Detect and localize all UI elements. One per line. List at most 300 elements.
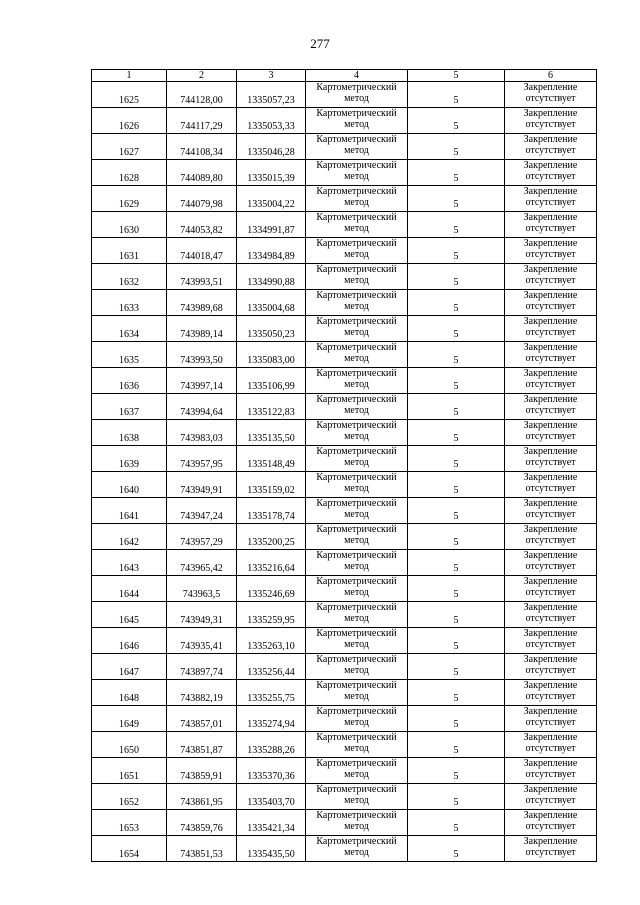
point-number-cell: 1627 <box>92 134 167 160</box>
fixing-cell <box>505 186 597 212</box>
point-number-cell: 1637 <box>92 394 167 420</box>
table-row <box>92 368 597 394</box>
method-cell <box>306 784 408 810</box>
accuracy-cell: 5 <box>408 238 505 264</box>
method-cell-line: метод <box>344 482 369 494</box>
table-row <box>92 394 597 420</box>
table-row <box>92 82 597 108</box>
y-coordinate-cell: 1335263,10 <box>237 628 306 654</box>
fixing-cell <box>505 680 597 706</box>
column-header: 6 <box>505 70 597 82</box>
table-row <box>92 758 597 784</box>
y-coordinate-cell: 1335421,34 <box>237 810 306 836</box>
table-row <box>92 212 597 238</box>
point-number-cell: 1644 <box>92 576 167 602</box>
fixing-cell <box>505 550 597 576</box>
method-cell-line: Картометрический <box>316 498 397 509</box>
fixing-cell <box>505 342 597 368</box>
method-cell <box>306 108 408 134</box>
method-cell-line: метод <box>344 404 369 416</box>
table-row <box>92 264 597 290</box>
method-cell <box>306 134 408 160</box>
y-coordinate-cell: 1335004,68 <box>237 290 306 316</box>
method-cell-line: Картометрический <box>316 602 397 613</box>
page-number: 277 <box>310 36 330 51</box>
method-cell-line: Картометрический <box>316 524 397 535</box>
point-number-cell: 1653 <box>92 810 167 836</box>
method-cell-line: метод <box>344 352 369 364</box>
table-row <box>92 576 597 602</box>
fixing-cell <box>505 238 597 264</box>
accuracy-cell: 5 <box>408 108 505 134</box>
x-coordinate-cell: 743949,31 <box>167 602 237 628</box>
fixing-cell-line: отсутствует <box>525 638 576 650</box>
accuracy-cell: 5 <box>408 446 505 472</box>
fixing-cell <box>505 108 597 134</box>
accuracy-cell: 5 <box>408 368 505 394</box>
method-cell <box>306 82 408 108</box>
fixing-cell-line: Закрепление <box>523 238 578 249</box>
point-number-cell: 1639 <box>92 446 167 472</box>
method-cell-line: Картометрический <box>316 316 397 327</box>
column-header: 1 <box>92 70 167 82</box>
table-row <box>92 472 597 498</box>
method-cell <box>306 576 408 602</box>
fixing-cell-line: Закрепление <box>523 732 578 743</box>
method-cell <box>306 290 408 316</box>
method-cell-line: Картометрический <box>316 420 397 431</box>
fixing-cell-line: отсутствует <box>525 690 576 702</box>
y-coordinate-cell: 1335216,64 <box>237 550 306 576</box>
method-cell-line: метод <box>344 664 369 676</box>
method-cell-line: Картометрический <box>316 732 397 743</box>
method-cell <box>306 732 408 758</box>
fixing-cell-line: отсутствует <box>525 248 576 260</box>
accuracy-cell: 5 <box>408 160 505 186</box>
fixing-cell-line: отсутствует <box>525 716 576 728</box>
x-coordinate-cell: 743994,64 <box>167 394 237 420</box>
method-cell <box>306 264 408 290</box>
y-coordinate-cell: 1335148,49 <box>237 446 306 472</box>
fixing-cell-line: отсутствует <box>525 352 576 364</box>
fixing-cell-line: Закрепление <box>523 472 578 483</box>
fixing-cell-line: Закрепление <box>523 680 578 691</box>
y-coordinate-cell: 1335053,33 <box>237 108 306 134</box>
method-cell-line: Картометрический <box>316 394 397 405</box>
method-cell-line: метод <box>344 430 369 442</box>
method-cell <box>306 524 408 550</box>
fixing-cell-line: Закрепление <box>523 602 578 613</box>
table-body <box>92 82 597 862</box>
point-number-cell: 1650 <box>92 732 167 758</box>
point-number-cell: 1630 <box>92 212 167 238</box>
table-row <box>92 498 597 524</box>
y-coordinate-cell: 1335046,28 <box>237 134 306 160</box>
fixing-cell-line: Закрепление <box>523 290 578 301</box>
y-coordinate-cell: 1334990,88 <box>237 264 306 290</box>
method-cell <box>306 836 408 862</box>
accuracy-cell: 5 <box>408 550 505 576</box>
fixing-cell <box>505 576 597 602</box>
x-coordinate-cell: 743859,76 <box>167 810 237 836</box>
table-row <box>92 706 597 732</box>
y-coordinate-cell: 1335403,70 <box>237 784 306 810</box>
method-cell-line: метод <box>344 690 369 702</box>
point-number-cell: 1632 <box>92 264 167 290</box>
method-cell-line: метод <box>344 794 369 806</box>
fixing-cell-line: отсутствует <box>525 326 576 338</box>
x-coordinate-cell: 744018,47 <box>167 238 237 264</box>
fixing-cell <box>505 212 597 238</box>
fixing-cell-line: отсутствует <box>525 170 576 182</box>
fixing-cell-line: Закрепление <box>523 316 578 327</box>
accuracy-cell: 5 <box>408 706 505 732</box>
fixing-cell <box>505 368 597 394</box>
accuracy-cell: 5 <box>408 316 505 342</box>
x-coordinate-cell: 743963,5 <box>167 576 237 602</box>
method-cell-line: метод <box>344 820 369 832</box>
fixing-cell-line: Закрепление <box>523 706 578 717</box>
x-coordinate-cell: 743957,29 <box>167 524 237 550</box>
column-header: 2 <box>167 70 237 82</box>
accuracy-cell: 5 <box>408 264 505 290</box>
x-coordinate-cell: 744117,29 <box>167 108 237 134</box>
y-coordinate-cell: 1335255,75 <box>237 680 306 706</box>
accuracy-cell: 5 <box>408 602 505 628</box>
fixing-cell-line: отсутствует <box>525 586 576 598</box>
table-row <box>92 186 597 212</box>
table-row <box>92 342 597 368</box>
fixing-cell <box>505 524 597 550</box>
fixing-cell-line: Закрепление <box>523 628 578 639</box>
point-number-cell: 1654 <box>92 836 167 862</box>
accuracy-cell: 5 <box>408 784 505 810</box>
table-row <box>92 784 597 810</box>
fixing-cell-line: отсутствует <box>525 404 576 416</box>
y-coordinate-cell: 1335015,39 <box>237 160 306 186</box>
y-coordinate-cell: 1335083,00 <box>237 342 306 368</box>
table-row <box>92 134 597 160</box>
fixing-cell-line: Закрепление <box>523 784 578 795</box>
method-cell-line: метод <box>344 456 369 468</box>
fixing-cell-line: отсутствует <box>525 456 576 468</box>
y-coordinate-cell: 1335050,23 <box>237 316 306 342</box>
y-coordinate-cell: 1335435,50 <box>237 836 306 862</box>
y-coordinate-cell: 1335259,95 <box>237 602 306 628</box>
x-coordinate-cell: 743935,41 <box>167 628 237 654</box>
fixing-cell-line: Закрепление <box>523 212 578 223</box>
method-cell <box>306 420 408 446</box>
accuracy-cell: 5 <box>408 290 505 316</box>
coordinates-table <box>91 69 597 862</box>
table-row <box>92 836 597 862</box>
method-cell-line: метод <box>344 534 369 546</box>
fixing-cell-line: Закрепление <box>523 524 578 535</box>
accuracy-cell: 5 <box>408 186 505 212</box>
accuracy-cell: 5 <box>408 134 505 160</box>
accuracy-cell: 5 <box>408 576 505 602</box>
fixing-cell-line: отсутствует <box>525 820 576 832</box>
accuracy-cell: 5 <box>408 342 505 368</box>
y-coordinate-cell: 1335004,22 <box>237 186 306 212</box>
x-coordinate-cell: 743989,68 <box>167 290 237 316</box>
method-cell <box>306 186 408 212</box>
method-cell <box>306 602 408 628</box>
method-cell-line: Картометрический <box>316 368 397 379</box>
method-cell-line: Картометрический <box>316 342 397 353</box>
y-coordinate-cell: 1335135,50 <box>237 420 306 446</box>
fixing-cell-line: отсутствует <box>525 300 576 312</box>
table-row <box>92 316 597 342</box>
x-coordinate-cell: 744108,34 <box>167 134 237 160</box>
point-number-cell: 1626 <box>92 108 167 134</box>
fixing-cell-line: Закрепление <box>523 394 578 405</box>
point-number-cell: 1645 <box>92 602 167 628</box>
x-coordinate-cell: 743897,74 <box>167 654 237 680</box>
fixing-cell-line: Закрепление <box>523 836 578 847</box>
x-coordinate-cell: 743993,51 <box>167 264 237 290</box>
accuracy-cell: 5 <box>408 628 505 654</box>
fixing-cell-line: Закрепление <box>523 368 578 379</box>
table-row <box>92 654 597 680</box>
method-cell-line: Картометрический <box>316 186 397 197</box>
method-cell-line: метод <box>344 716 369 728</box>
accuracy-cell: 5 <box>408 654 505 680</box>
method-cell-line: Картометрический <box>316 160 397 171</box>
table-row <box>92 550 597 576</box>
method-cell-line: метод <box>344 300 369 312</box>
fixing-cell-line: Закрепление <box>523 654 578 665</box>
method-cell-line: Картометрический <box>316 264 397 275</box>
fixing-cell-line: Закрепление <box>523 576 578 587</box>
method-cell <box>306 472 408 498</box>
method-cell-line: Картометрический <box>316 212 397 223</box>
y-coordinate-cell: 1335370,36 <box>237 758 306 784</box>
fixing-cell <box>505 316 597 342</box>
method-cell-line: Картометрический <box>316 836 397 847</box>
x-coordinate-cell: 743851,87 <box>167 732 237 758</box>
fixing-cell-line: Закрепление <box>523 186 578 197</box>
method-cell <box>306 550 408 576</box>
accuracy-cell: 5 <box>408 82 505 108</box>
method-cell <box>306 706 408 732</box>
x-coordinate-cell: 743983,03 <box>167 420 237 446</box>
fixing-cell <box>505 82 597 108</box>
fixing-cell <box>505 264 597 290</box>
method-cell-line: метод <box>344 742 369 754</box>
fixing-cell-line: отсутствует <box>525 222 576 234</box>
method-cell-line: Картометрический <box>316 238 397 249</box>
method-cell <box>306 758 408 784</box>
fixing-cell <box>505 628 597 654</box>
fixing-cell-line: отсутствует <box>525 794 576 806</box>
point-number-cell: 1647 <box>92 654 167 680</box>
table-row <box>92 108 597 134</box>
y-coordinate-cell: 1335274,94 <box>237 706 306 732</box>
method-cell-line: метод <box>344 612 369 624</box>
point-number-cell: 1638 <box>92 420 167 446</box>
point-number-cell: 1628 <box>92 160 167 186</box>
method-cell-line: Картометрический <box>316 82 397 93</box>
point-number-cell: 1649 <box>92 706 167 732</box>
fixing-cell-line: Закрепление <box>523 342 578 353</box>
method-cell-line: Картометрический <box>316 758 397 769</box>
method-cell <box>306 342 408 368</box>
method-cell-line: Картометрический <box>316 654 397 665</box>
method-cell <box>306 394 408 420</box>
x-coordinate-cell: 743997,14 <box>167 368 237 394</box>
x-coordinate-cell: 743947,24 <box>167 498 237 524</box>
fixing-cell-line: отсутствует <box>525 560 576 572</box>
table-row <box>92 680 597 706</box>
table-header-row <box>92 70 597 82</box>
fixing-cell-line: отсутствует <box>525 742 576 754</box>
fixing-cell-line: Закрепление <box>523 446 578 457</box>
y-coordinate-cell: 1334984,89 <box>237 238 306 264</box>
table-row <box>92 524 597 550</box>
table-row <box>92 628 597 654</box>
method-cell-line: Картометрический <box>316 680 397 691</box>
x-coordinate-cell: 744089,80 <box>167 160 237 186</box>
method-cell-line: метод <box>344 846 369 858</box>
x-coordinate-cell: 743859,91 <box>167 758 237 784</box>
fixing-cell-line: Закрепление <box>523 108 578 119</box>
accuracy-cell: 5 <box>408 758 505 784</box>
accuracy-cell: 5 <box>408 472 505 498</box>
y-coordinate-cell: 1335288,26 <box>237 732 306 758</box>
fixing-cell <box>505 836 597 862</box>
point-number-cell: 1648 <box>92 680 167 706</box>
method-cell-line: метод <box>344 560 369 572</box>
y-coordinate-cell: 1335106,99 <box>237 368 306 394</box>
method-cell-line: метод <box>344 638 369 650</box>
fixing-cell <box>505 810 597 836</box>
fixing-cell <box>505 784 597 810</box>
fixing-cell <box>505 446 597 472</box>
method-cell-line: Картометрический <box>316 472 397 483</box>
fixing-cell <box>505 654 597 680</box>
x-coordinate-cell: 744079,98 <box>167 186 237 212</box>
method-cell <box>306 654 408 680</box>
accuracy-cell: 5 <box>408 498 505 524</box>
x-coordinate-cell: 743949,91 <box>167 472 237 498</box>
method-cell <box>306 238 408 264</box>
method-cell-line: метод <box>344 248 369 260</box>
fixing-cell <box>505 732 597 758</box>
y-coordinate-cell: 1335200,25 <box>237 524 306 550</box>
x-coordinate-cell: 743861,95 <box>167 784 237 810</box>
accuracy-cell: 5 <box>408 420 505 446</box>
table-row <box>92 420 597 446</box>
fixing-cell <box>505 134 597 160</box>
x-coordinate-cell: 743857,01 <box>167 706 237 732</box>
method-cell-line: метод <box>344 196 369 208</box>
x-coordinate-cell: 743989,14 <box>167 316 237 342</box>
fixing-cell-line: Закрепление <box>523 810 578 821</box>
method-cell <box>306 810 408 836</box>
x-coordinate-cell: 743851,53 <box>167 836 237 862</box>
method-cell-line: метод <box>344 144 369 156</box>
y-coordinate-cell: 1334991,87 <box>237 212 306 238</box>
fixing-cell <box>505 160 597 186</box>
point-number-cell: 1634 <box>92 316 167 342</box>
table-row <box>92 238 597 264</box>
point-number-cell: 1646 <box>92 628 167 654</box>
fixing-cell-line: отсутствует <box>525 118 576 130</box>
point-number-cell: 1651 <box>92 758 167 784</box>
fixing-cell <box>505 394 597 420</box>
fixing-cell-line: Закрепление <box>523 420 578 431</box>
method-cell-line: метод <box>344 274 369 286</box>
method-cell <box>306 628 408 654</box>
method-cell-line: метод <box>344 222 369 234</box>
fixing-cell <box>505 602 597 628</box>
fixing-cell-line: Закрепление <box>523 82 578 93</box>
method-cell-line: Картометрический <box>316 290 397 301</box>
point-number-cell: 1635 <box>92 342 167 368</box>
method-cell-line: метод <box>344 92 369 104</box>
method-cell <box>306 498 408 524</box>
fixing-cell-line: отсутствует <box>525 846 576 858</box>
fixing-cell-line: Закрепление <box>523 134 578 145</box>
y-coordinate-cell: 1335122,83 <box>237 394 306 420</box>
fixing-cell-line: отсутствует <box>525 274 576 286</box>
fixing-cell-line: Закрепление <box>523 264 578 275</box>
method-cell-line: Картометрический <box>316 550 397 561</box>
fixing-cell-line: отсутствует <box>525 768 576 780</box>
point-number-cell: 1633 <box>92 290 167 316</box>
column-header: 5 <box>408 70 505 82</box>
y-coordinate-cell: 1335178,74 <box>237 498 306 524</box>
point-number-cell: 1629 <box>92 186 167 212</box>
method-cell-line: метод <box>344 118 369 130</box>
x-coordinate-cell: 743957,95 <box>167 446 237 472</box>
method-cell <box>306 316 408 342</box>
fixing-cell-line: отсутствует <box>525 196 576 208</box>
x-coordinate-cell: 744053,82 <box>167 212 237 238</box>
table-row <box>92 160 597 186</box>
x-coordinate-cell: 743882,19 <box>167 680 237 706</box>
fixing-cell-line: Закрепление <box>523 498 578 509</box>
fixing-cell <box>505 290 597 316</box>
fixing-cell-line: Закрепление <box>523 160 578 171</box>
method-cell <box>306 368 408 394</box>
fixing-cell-line: отсутствует <box>525 508 576 520</box>
point-number-cell: 1625 <box>92 82 167 108</box>
fixing-cell-line: Закрепление <box>523 550 578 561</box>
method-cell-line: Картометрический <box>316 108 397 119</box>
column-header: 4 <box>306 70 408 82</box>
fixing-cell-line: отсутствует <box>525 430 576 442</box>
method-cell <box>306 680 408 706</box>
method-cell-line: Картометрический <box>316 134 397 145</box>
fixing-cell-line: отсутствует <box>525 92 576 104</box>
fixing-cell-line: отсутствует <box>525 378 576 390</box>
fixing-cell-line: отсутствует <box>525 664 576 676</box>
accuracy-cell: 5 <box>408 836 505 862</box>
y-coordinate-cell: 1335057,23 <box>237 82 306 108</box>
fixing-cell-line: отсутствует <box>525 612 576 624</box>
method-cell-line: метод <box>344 768 369 780</box>
method-cell-line: Картометрический <box>316 446 397 457</box>
method-cell-line: метод <box>344 508 369 520</box>
point-number-cell: 1631 <box>92 238 167 264</box>
accuracy-cell: 5 <box>408 394 505 420</box>
accuracy-cell: 5 <box>408 810 505 836</box>
table-row <box>92 290 597 316</box>
method-cell-line: Картометрический <box>316 706 397 717</box>
method-cell <box>306 160 408 186</box>
